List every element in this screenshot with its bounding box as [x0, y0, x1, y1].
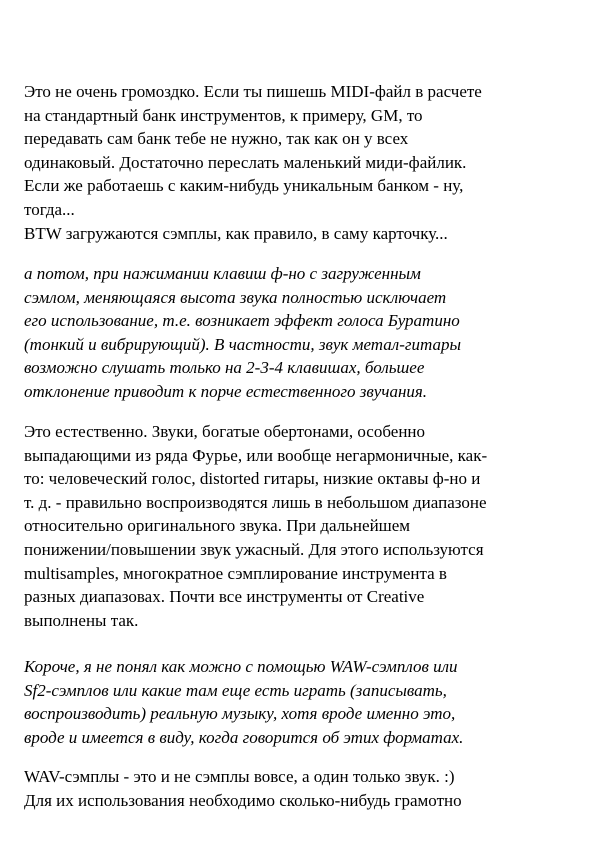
text-line: выпадающими из ряда Фурье, или вообще негармоничные, как-: [24, 445, 488, 465]
text-line: Sf2-сэмплов или какие там еще есть играть (записывать,: [24, 680, 447, 700]
text-line: возможно слушать только на 2-3-4 клавишах, большее: [24, 358, 425, 378]
text-line: Короче, я не понял как можно с помощью WAW-сэмплов или: [24, 657, 458, 676]
text-line: а потом, при нажимании клавиш ф-но с загруженным: [24, 264, 421, 283]
text-line: сэмлом, меняющаяся высота звука полностью исключает: [24, 287, 447, 307]
quoted-paragraph-pitch: [24, 262, 584, 404]
text-line: Если же работаешь с каким-нибудь уникальным банком - ну,: [24, 176, 464, 196]
text-line: то: человеческий голос, distorted гитары, низкие октавы ф-но и: [24, 469, 481, 489]
quoted-paragraph-formats: [24, 655, 584, 749]
text-line: воспроизводить) реальную музыку, хотя вроде именно это,: [24, 704, 456, 724]
text-line: Для их использования необходимо сколько-нибудь грамотно: [24, 790, 462, 810]
reply-paragraph-wav: [24, 765, 584, 812]
text-line: Это естественно. Звуки, богатые обертонами, особенно: [24, 422, 426, 441]
text-line: multisamples, многократное сэмплирование инструмента в: [24, 563, 447, 583]
text-line: на стандартный банк инструментов, к примеру, GM, то: [24, 105, 423, 125]
text-line: понижении/повышении звук ужасный. Для этого используются: [24, 539, 484, 559]
text-line: относительно оригинального звука. При дальнейшем: [24, 516, 411, 536]
text-line: разных диапазовах. Почти все инструменты от Creative: [24, 587, 425, 607]
text-line: отклонение приводит к порче естественного звучания.: [24, 381, 428, 401]
text-line: (тонкий и вибрирующий). В частности, звук метал-гитары: [24, 334, 461, 354]
text-line: BTW загружаются сэмплы, как правило, в саму карточку...: [24, 223, 448, 243]
reply-paragraph-midi: [24, 80, 584, 245]
reply-paragraph-multisamples: [24, 420, 584, 632]
text-line: одинаковый. Достаточно переслать маленький миди-файлик.: [24, 152, 467, 172]
text-line: передавать сам банк тебе не нужно, так как он у всех: [24, 129, 409, 149]
text-line: т. д. - правильно воспроизводятся лишь в небольшом диапазоне: [24, 492, 487, 512]
text-line: WAV-сэмплы - это и не сэмплы вовсе, а один только звук. :): [24, 767, 455, 786]
text-line: выполнены так.: [24, 610, 139, 630]
text-line: его использование, т.е. возникает эффект голоса Буратино: [24, 311, 460, 331]
text-line: Это не очень громоздко. Если ты пишешь MIDI-файл в расчете: [24, 82, 482, 101]
text-line: тогда...: [24, 199, 75, 219]
text-line: вроде и имеется в виду, когда говорится об этих форматах.: [24, 727, 464, 747]
